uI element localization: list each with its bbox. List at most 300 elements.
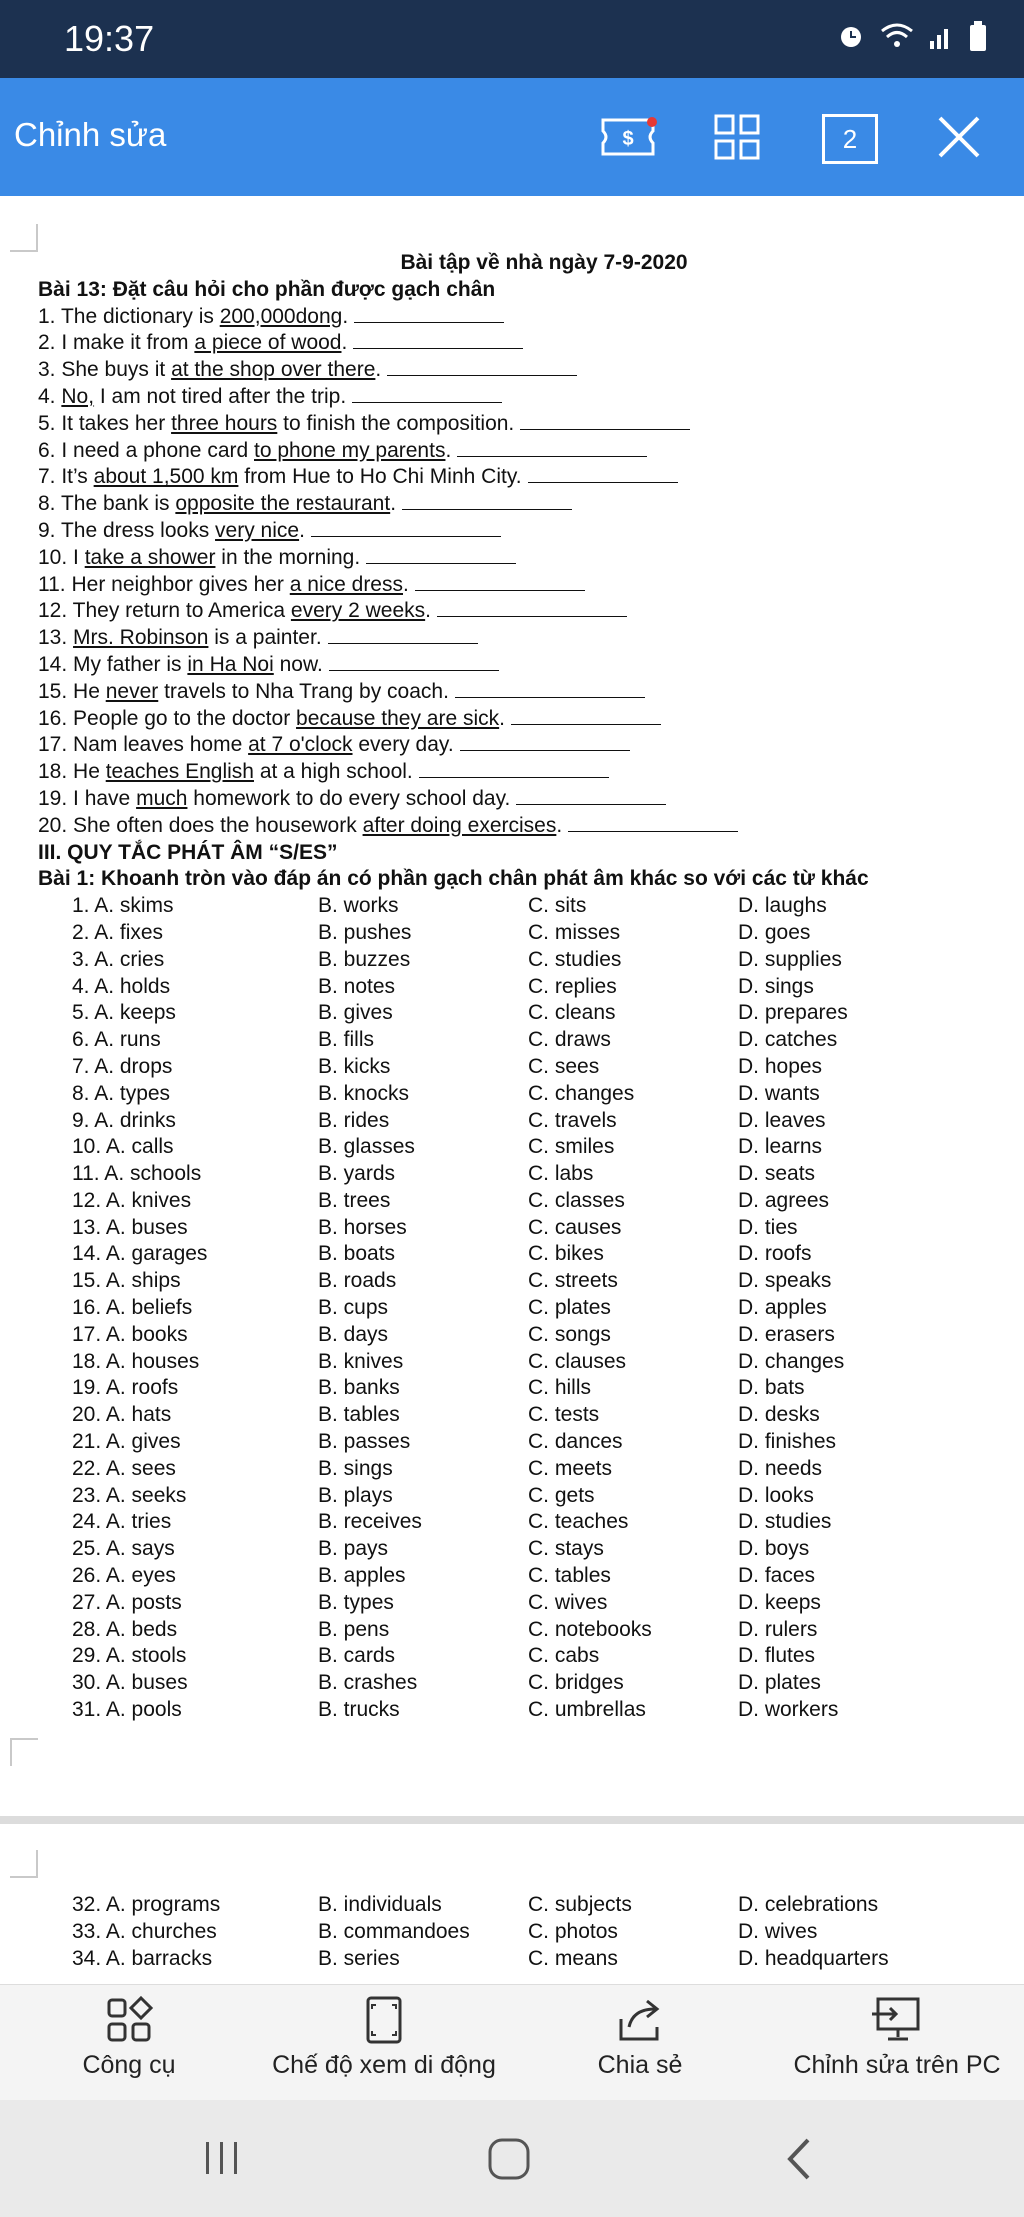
question-list [38,304,988,840]
option-choice: C. bikes [528,1242,604,1266]
answer-blank [387,357,577,376]
option-row [38,1429,988,1456]
option-choice: B. fills [318,1028,375,1052]
option-choice: C. misses [528,920,621,944]
mobile-view-icon [362,1995,406,2045]
page-count-button[interactable] [822,114,878,164]
option-row [38,1919,988,1946]
option-row [38,1161,988,1188]
option-row [38,1375,988,1402]
question-text: is a painter. [208,626,322,650]
option-choice: 25. A. says [72,1537,175,1561]
option-choice: B. sings [318,1456,393,1480]
underlined-phrase: a nice dress [289,572,403,596]
question-text: now. [273,652,323,676]
option-choice: 30. A. buses [72,1671,188,1695]
option-row [38,920,988,947]
option-choice: D. faces [738,1564,816,1588]
option-choice: B. receives [318,1510,422,1534]
option-choice: C. notebooks [528,1617,652,1641]
option-choice: C. smiles [528,1135,615,1159]
document-page-1 [0,196,1024,1816]
answer-blank [354,304,504,323]
option-choice: 31. A. pools [72,1698,182,1722]
option-choice: C. cabs [528,1644,600,1668]
option-choice: 9. A. drinks [72,1108,176,1132]
options-list [38,893,988,1724]
question-text: 2. I make it from [38,331,195,355]
option-choice: D. wants [738,1081,820,1105]
option-choice: C. studies [528,947,622,971]
option-choice: B. glasses [318,1135,415,1159]
option-choice: D. workers [738,1698,839,1722]
option-row [38,1509,988,1536]
option-choice: B. knives [318,1349,404,1373]
option-choice: B. commandoes [318,1919,470,1943]
question-item [38,545,988,572]
option-choice: C. causes [528,1215,622,1239]
option-row [38,1536,988,1563]
option-choice: D. erasers [738,1322,835,1346]
option-choice: B. cards [318,1644,396,1668]
option-choice: B. notes [318,974,396,998]
document-content [38,250,988,1724]
option-choice: 12. A. knives [72,1188,192,1212]
question-text: travels to Nha Trang by coach. [158,679,449,703]
question-text: in the morning. [215,545,361,569]
option-row [38,974,988,1001]
question-item [38,759,988,786]
option-choice: D. celebrations [738,1893,879,1916]
option-choice: 24. A. tries [72,1510,172,1534]
option-choice: D. plates [738,1671,821,1695]
question-text: every day. [352,733,454,757]
question-item [38,679,988,706]
option-choice: 18. A. houses [72,1349,200,1373]
question-text: . [375,358,382,382]
underlined-phrase: very nice [215,518,300,542]
alarm-icon [836,21,866,51]
option-choice: C. travels [528,1108,617,1132]
signal-icon [928,21,954,51]
answer-blank [520,411,690,430]
option-row [38,1295,988,1322]
option-choice: B. pays [318,1537,389,1561]
underlined-phrase: three hours [171,411,278,435]
option-choice: C. streets [528,1269,618,1293]
option-choice: C. hills [528,1376,592,1400]
question-text: 14. My father is [38,652,188,676]
option-choice: C. teaches [528,1510,629,1534]
option-row [38,1483,988,1510]
option-choice: 21. A. gives [72,1430,181,1454]
option-choice: 23. A. seeks [72,1483,187,1507]
option-choice: B. passes [318,1430,411,1454]
option-choice: 15. A. ships [72,1269,181,1293]
status-time: 19:37 [64,18,155,59]
underlined-phrase: because they are sick [296,706,500,730]
option-choice: C. subjects [528,1893,632,1916]
question-text: 15. He [38,679,106,703]
option-choice: C. sees [528,1054,600,1078]
question-text: 18. He [38,760,106,784]
option-choice: D. roofs [738,1242,812,1266]
option-row [38,1134,988,1161]
mobile-view-button[interactable] [256,1995,512,2080]
option-row [38,1054,988,1081]
option-choice: D. hopes [738,1054,823,1078]
option-choice: C. sits [528,894,587,918]
question-text: . [341,331,348,355]
option-choice: D. learns [738,1135,823,1159]
system-nav-bar [0,2100,1024,2217]
option-row [38,1188,988,1215]
home-button[interactable] [486,2136,532,2187]
question-text: 16. People go to the doctor [38,706,297,730]
option-row [38,1268,988,1295]
option-choice: C. songs [528,1322,611,1346]
option-choice: B. days [318,1322,389,1346]
option-row [38,1402,988,1429]
option-row [38,1563,988,1590]
question-item [38,438,988,465]
option-choice: C. dances [528,1430,623,1454]
answer-blank [528,464,678,483]
option-choice: B. cups [318,1296,389,1320]
option-choice: C. bridges [528,1671,624,1695]
question-text: 9. The dress looks [38,518,216,542]
tools-icon [104,1995,154,2045]
option-choice: D. looks [738,1483,814,1507]
option-choice: 19. A. roofs [72,1376,179,1400]
question-item [38,625,988,652]
option-choice: 11. A. schools [72,1162,202,1186]
document-content-2 [38,1892,988,1972]
option-choice: B. trucks [318,1698,400,1722]
option-choice: B. horses [318,1215,407,1239]
option-choice: D. rulers [738,1617,818,1641]
underlined-phrase: at 7 o'clock [248,733,353,757]
option-row [38,1946,988,1973]
underlined-phrase: never [105,679,159,703]
option-choice: D. changes [738,1349,845,1373]
option-choice: D. catches [738,1028,838,1052]
answer-blank [457,438,647,457]
question-text: 4. [38,384,62,408]
bottom-toolbar [0,1984,1024,2101]
question-item [38,411,988,438]
share-icon [615,1995,665,2045]
underlined-phrase: in Ha Noi [187,652,274,676]
option-row [38,1617,988,1644]
question-item [38,652,988,679]
option-choice: 2. A. fixes [72,920,164,944]
option-row [38,1697,988,1724]
answer-blank [328,625,478,644]
question-item [38,330,988,357]
option-choice: 13. A. buses [72,1215,188,1239]
mobile-view-label: Chế độ xem di động [272,2051,496,2079]
option-choice: B. series [318,1946,400,1970]
wifi-icon [880,21,914,51]
option-choice: C. labs [528,1162,594,1186]
back-button[interactable] [780,2136,820,2187]
question-text: 3. She buys it [38,358,172,382]
option-choice: 5. A. keeps [72,1001,176,1025]
option-choice: 34. A. barracks [72,1946,213,1970]
option-choice: 1. A. skims [72,894,174,918]
answer-blank [402,491,572,510]
option-choice: B. gives [318,1001,393,1025]
app-bar [0,78,1024,196]
status-icons [836,20,988,52]
option-choice: 7. A. drops [72,1054,173,1078]
answer-blank [329,652,499,671]
option-choice: B. trees [318,1188,391,1212]
option-choice: B. apples [318,1564,406,1588]
answer-blank [366,545,516,564]
option-choice: B. tables [318,1403,400,1427]
option-choice: C. wives [528,1590,608,1614]
option-choice: B. banks [318,1376,400,1400]
question-item [38,384,988,411]
question-text: . [390,492,397,516]
question-text: 6. I need a phone card [38,438,254,462]
option-choice: 16. A. beliefs [72,1296,193,1320]
question-text: . [342,304,349,328]
question-text: . [556,813,563,837]
question-item [38,304,988,331]
option-choice: 3. A. cries [72,947,165,971]
svg-text:$: $ [622,128,634,150]
close-icon [936,114,982,160]
option-choice: B. knocks [318,1081,410,1105]
section1-title: Bài 13: Đặt câu hỏi cho phần được gạch chân [38,277,496,301]
option-choice: D. leaves [738,1108,826,1132]
underlined-phrase: No, [61,384,95,408]
option-choice: D. studies [738,1510,832,1534]
option-choice: C. tests [528,1403,600,1427]
question-item [38,732,988,759]
option-choice: D. wives [738,1919,818,1943]
option-choice: D. supplies [738,947,842,971]
option-choice: 20. A. hats [72,1403,172,1427]
option-choice: D. speaks [738,1269,832,1293]
option-choice: B. pushes [318,920,412,944]
option-row [38,1081,988,1108]
page-separator [0,1816,1024,1824]
grid-view-button[interactable] [712,110,762,164]
section2-instruction: Bài 1: Khoanh tròn vào đáp án có phần gạch chân phát âm khác so với các từ khác [38,867,869,891]
question-text: from Hue to Ho Chi Minh City. [238,465,522,489]
option-choice: C. tables [528,1564,611,1588]
answer-blank [511,706,661,725]
option-choice: 27. A. posts [72,1590,182,1614]
option-choice: D. headquarters [738,1946,889,1970]
option-choice: B. rides [318,1108,390,1132]
option-row [38,1027,988,1054]
question-item [38,786,988,813]
option-choice: B. crashes [318,1671,418,1695]
tools-button[interactable] [54,1995,204,2080]
underlined-phrase: opposite the restaurant [175,492,391,516]
question-text: 7. It’s [38,465,94,489]
answer-blank [568,813,738,832]
answer-blank [415,572,585,591]
close-button[interactable] [934,110,984,164]
question-text: I am not tired after the trip. [94,384,347,408]
underlined-phrase: at the shop over there [171,358,376,382]
option-choice: D. desks [738,1403,820,1427]
tools-label: Công cụ [82,2051,176,2079]
question-text: 20. She often does the housework [38,813,363,837]
option-choice: B. individuals [318,1893,442,1916]
option-choice: C. meets [528,1456,613,1480]
ticket-icon [599,114,657,160]
answer-blank [353,330,523,349]
option-row [38,1670,988,1697]
question-item [38,518,988,545]
question-text: 12. They return to America [38,599,291,623]
option-row [38,1322,988,1349]
option-choice: D. seats [738,1162,816,1186]
option-choice: C. changes [528,1081,635,1105]
question-item [38,491,988,518]
option-row [38,1590,988,1617]
option-choice: C. umbrellas [528,1698,646,1722]
answer-blank [455,679,645,698]
question-text: to finish the composition. [277,411,515,435]
answer-blank [311,518,501,537]
question-text: 13. [38,626,74,650]
option-choice: B. buzzes [318,947,411,971]
option-row [38,893,988,920]
question-item [38,598,988,625]
answer-blank [437,598,627,617]
page-corner-mark [10,224,38,252]
option-choice: B. works [318,894,399,918]
grid-icon [713,113,761,161]
share-button[interactable] [580,1995,700,2080]
option-choice: D. finishes [738,1430,837,1454]
question-item [38,572,988,599]
option-row [38,1456,988,1483]
option-row [38,1108,988,1135]
option-choice: C. draws [528,1028,611,1052]
underlined-phrase: 200,000dong [219,304,343,328]
question-text: homework to do every school day. [187,786,511,810]
option-row [38,1643,988,1670]
option-row [38,1892,988,1919]
question-text: 5. It takes her [38,411,172,435]
document-page-2 [0,1824,1024,1984]
option-choice: D. apples [738,1296,827,1320]
question-item [38,464,988,491]
option-choice: B. pens [318,1617,390,1641]
option-choice: D. needs [738,1456,823,1480]
monitor-icon [870,1995,924,2045]
option-choice: C. classes [528,1188,625,1212]
page-title: Chỉnh sửa [14,116,167,153]
option-choice: C. stays [528,1537,604,1561]
option-choice: C. clauses [528,1349,627,1373]
option-choice: D. agrees [738,1188,830,1212]
option-choice: D. bats [738,1376,805,1400]
question-item [38,357,988,384]
option-choice: C. gets [528,1483,595,1507]
option-choice: 17. A. books [72,1322,188,1346]
option-row [38,1349,988,1376]
question-text: 8. The bank is [38,492,176,516]
option-choice: 8. A. types [72,1081,171,1105]
underlined-phrase: about 1,500 km [93,465,239,489]
question-text: 11. Her neighbor gives her [38,572,290,596]
page-count: 2 [842,123,858,154]
option-choice: 32. A. programs [72,1893,221,1916]
underlined-phrase: a piece of wood [194,331,342,355]
option-choice: 6. A. runs [72,1028,161,1052]
option-choice: B. plays [318,1483,393,1507]
underlined-phrase: every 2 weeks [290,599,426,623]
question-text: . [425,599,431,623]
recent-apps-button[interactable] [200,2136,244,2185]
option-choice: C. means [528,1946,618,1970]
underlined-phrase: much [136,786,188,810]
option-row [38,947,988,974]
option-choice: D. laughs [738,894,827,918]
option-choice: D. sings [738,974,814,998]
question-text: at a high school. [253,760,413,784]
payment-button[interactable] [598,110,658,164]
option-choice: D. goes [738,920,811,944]
option-choice: B. roads [318,1269,397,1293]
option-choice: 33. A. churches [72,1919,217,1943]
page-corner-mark [10,1738,38,1766]
option-choice: 22. A. sees [72,1456,176,1480]
option-choice: C. replies [528,974,617,998]
status-bar [0,0,1024,78]
option-row [38,1241,988,1268]
question-text: . [499,706,505,730]
underlined-phrase: take a shower [84,545,216,569]
question-text: 19. I have [38,786,137,810]
question-item [38,706,988,733]
document-heading: Bài tập về nhà ngày 7-9-2020 [400,251,688,274]
option-choice: B. types [318,1590,394,1614]
option-choice: 29. A. stools [72,1644,187,1668]
back-icon [780,2136,820,2182]
underlined-phrase: to phone my parents [254,438,446,462]
option-choice: D. keeps [738,1590,821,1614]
edit-on-pc-button[interactable] [782,1995,1012,2080]
option-choice: 28. A. beds [72,1617,178,1641]
question-text: 17. Nam leaves home [38,733,249,757]
option-choice: D. ties [738,1215,798,1239]
share-label: Chia sẻ [597,2051,683,2079]
edit-on-pc-label: Chỉnh sửa trên PC [793,2051,1001,2079]
underlined-phrase: after doing exercises [362,813,557,837]
option-choice: D. flutes [738,1644,816,1668]
option-choice: 4. A. holds [72,974,171,998]
recent-apps-icon [200,2136,244,2180]
option-choice: B. boats [318,1242,396,1266]
question-text: 10. I [38,545,85,569]
question-text: . [403,572,409,596]
question-text: . [299,518,305,542]
answer-blank [460,732,630,751]
options-list-page2 [38,1892,988,1972]
option-choice: 14. A. garages [72,1242,208,1266]
